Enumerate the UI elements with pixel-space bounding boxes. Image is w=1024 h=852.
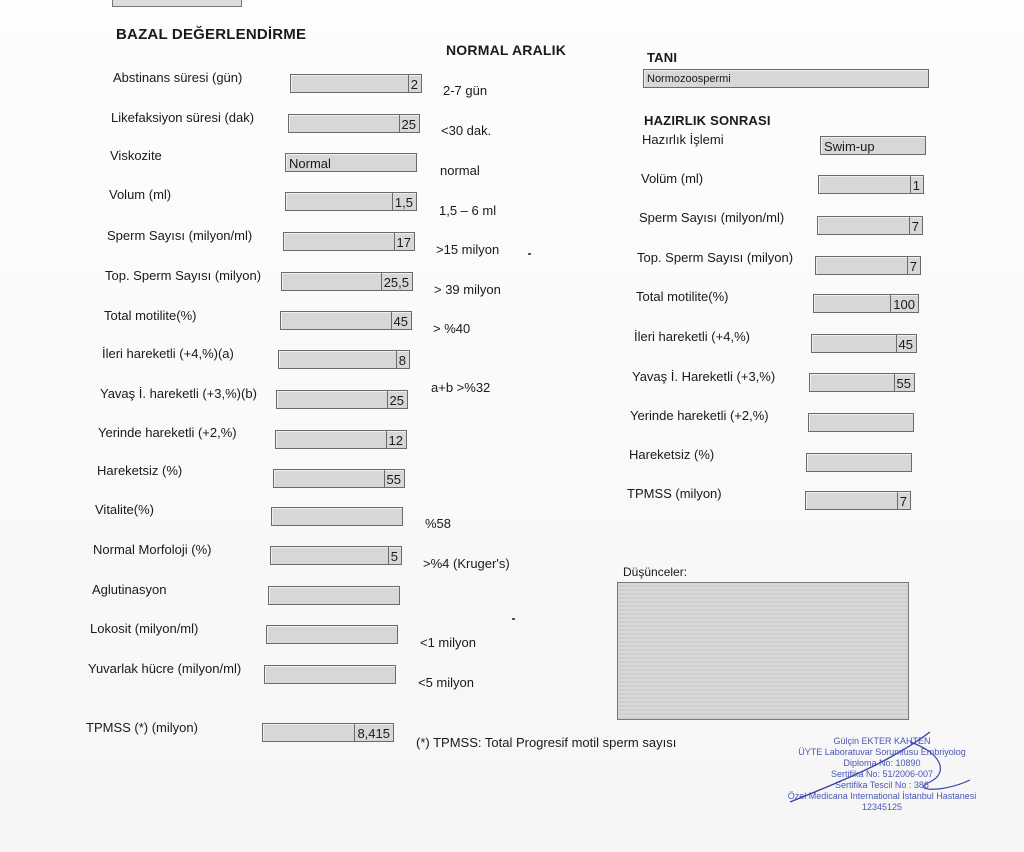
bazal-row-value [264, 665, 396, 684]
bazal-row-range: 1,5 – 6 ml [439, 203, 497, 218]
hazirlik-row-value [808, 413, 914, 432]
bazal-row-value [271, 507, 403, 526]
hazirlik-row-label: Volüm (ml) [641, 171, 704, 186]
bazal-row-range: a+b >%32 [431, 380, 491, 395]
hazirlik-row-value: 55 [809, 373, 915, 392]
hazirlik-row-label: Top. Sperm Sayısı (milyon) [637, 250, 794, 265]
hazirlik-row-label: Yavaş İ. Hareketli (+3,%) [632, 369, 776, 384]
bazal-row-range: %58 [425, 516, 452, 531]
bazal-row-value: 1,5 [285, 192, 417, 211]
tani-value: Normozoospermi [643, 69, 929, 88]
tpmss-label: TPMSS (*) (milyon) [86, 720, 198, 735]
hazirlik-row-label: Hazırlık İşlemi [642, 132, 724, 147]
normal-range-title: NORMAL ARALIK [446, 42, 567, 58]
hazirlik-row-value: 100 [813, 294, 919, 313]
bazal-row-range: <30 dak. [441, 123, 492, 138]
bazal-row-value: 25 [288, 114, 420, 133]
bazal-row-value: 25,5 [281, 272, 413, 291]
bazal-row-label: Yavaş İ. hareketli (+3,%)(b) [100, 386, 257, 401]
hazirlik-row-label: TPMSS (milyon) [627, 486, 722, 501]
bazal-row-range: <1 milyon [420, 635, 476, 650]
bazal-row-range: 2-7 gün [443, 83, 488, 98]
bazal-row-label: Sperm Sayısı (milyon/ml) [107, 228, 253, 243]
stamp-line: Diploma No: 10890 [843, 758, 921, 768]
bazal-row-range: normal [440, 163, 480, 178]
notes-label: Düşünceler: [623, 565, 688, 579]
bazal-row-value: 12 [275, 430, 407, 449]
bazal-row-label: Abstinans süresi (gün) [113, 70, 243, 85]
bazal-row-value: 8 [278, 350, 410, 369]
speck [512, 618, 515, 620]
bazal-row-range: >15 milyon [436, 242, 500, 257]
bazal-row-label: Likefaksiyon süresi (dak) [111, 110, 255, 125]
stamp-line: ÜYTE Laboratuvar Sorumlusu Embriyolog [798, 747, 966, 757]
bazal-row-value: 5 [270, 546, 402, 565]
bazal-row-value: 2 [290, 74, 422, 93]
bazal-row-value: 55 [273, 469, 405, 488]
bazal-title: BAZAL DEĞERLENDİRME [116, 26, 307, 43]
bazal-row-label: Normal Morfoloji (%) [93, 542, 212, 557]
bazal-row-value: 25 [276, 390, 408, 409]
signature-scribble [780, 722, 980, 812]
tpmss-footnote: (*) TPMSS: Total Progresif motil sperm sayısı [416, 735, 677, 750]
bazal-row-range: <5 milyon [418, 675, 474, 690]
bazal-row-value: 17 [283, 232, 415, 251]
bazal-row-label: Viskozite [110, 148, 162, 163]
bazal-row-label: Vitalite(%) [95, 502, 155, 517]
bazal-row-label: Hareketsiz (%) [97, 463, 183, 478]
tani-title: TANI [647, 50, 678, 65]
stamp-line: Özel Medicana International İstanbul Hastanesi [787, 791, 977, 801]
hazirlik-row-label: İleri hareketli (+4,%) [634, 329, 750, 344]
hazirlik-row-value: 7 [815, 256, 921, 275]
bazal-row-label: Lokosit (milyon/ml) [90, 621, 199, 636]
bazal-row-value: 45 [280, 311, 412, 330]
hazirlik-row-label: Hareketsiz (%) [629, 447, 715, 462]
hazirlik-row-value [806, 453, 912, 472]
bazal-row-label: Volum (ml) [109, 187, 172, 202]
hazirlik-row-value: 7 [805, 491, 911, 510]
bazal-row-label: Yuvarlak hücre (milyon/ml) [88, 661, 242, 676]
hazirlik-row-label: Sperm Sayısı (milyon/ml) [639, 210, 785, 225]
hazirlik-row-value: Swim-up [820, 136, 926, 155]
top-cut-field [112, 0, 242, 7]
hazirlik-row-label: Yerinde hareketli (+2,%) [630, 408, 769, 423]
bazal-row-value: Normal [285, 153, 417, 172]
hazirlik-row-value: 1 [818, 175, 924, 194]
hazirlik-row-value: 7 [817, 216, 923, 235]
speck [528, 253, 531, 255]
stamp-line: 12345125 [861, 802, 903, 812]
bazal-row-label: Aglutinasyon [92, 582, 167, 597]
bazal-row-label: Top. Sperm Sayısı (milyon) [105, 268, 262, 283]
bazal-row-value [266, 625, 398, 644]
hazirlik-title: HAZIRLIK SONRASI [644, 113, 771, 128]
stamp-line: Sertifika Tescil No : 386 [835, 780, 929, 790]
hazirlik-row-label: Total motilite(%) [636, 289, 729, 304]
bazal-row-value [268, 586, 400, 605]
stamp-line: Sertifika No: 51/2006-007 [830, 769, 934, 779]
bazal-row-range: > %40 [433, 321, 471, 336]
bazal-row-range: > 39 milyon [434, 282, 501, 297]
tpmss-value: 8,415 [262, 723, 394, 742]
notes-box [617, 582, 909, 720]
hazirlik-row-value: 45 [811, 334, 917, 353]
bazal-row-label: Total motilite(%) [104, 308, 197, 323]
bazal-row-label: İleri hareketli (+4,%)(a) [102, 346, 234, 361]
bazal-row-range: >%4 (Kruger's) [423, 556, 510, 571]
stamp-line: Gülçin EKTER KAHTEN [833, 736, 931, 746]
bazal-row-label: Yerinde hareketli (+2,%) [98, 425, 237, 440]
